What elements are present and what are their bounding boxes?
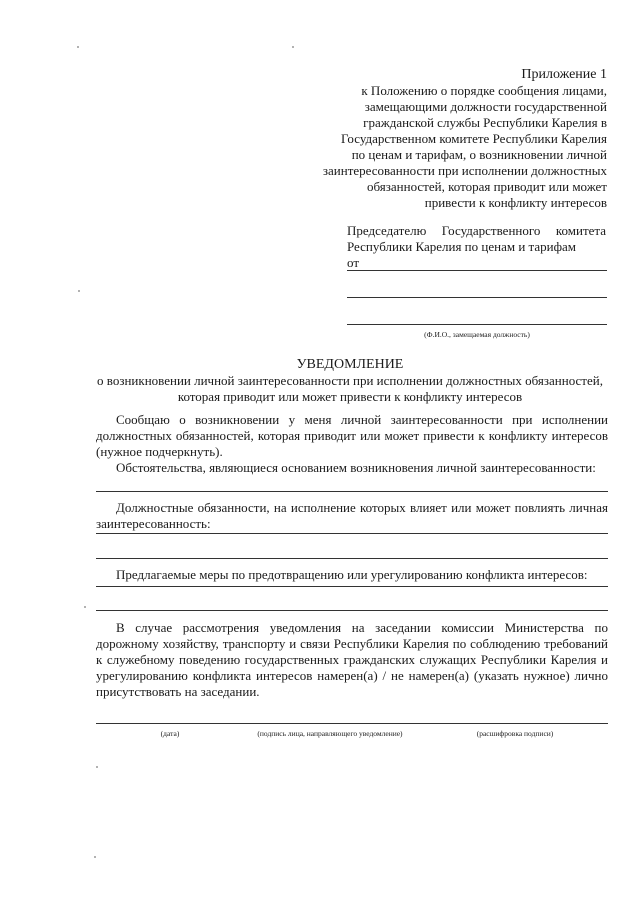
appendix-line: к Положению о порядке сообщения лицами, [361, 83, 607, 98]
paragraph-report: Сообщаю о возникновении у меня личной заинтересованности при исполнении должностных обязанностей, которая приводит или может привести к конфликту интересов (нужное подчеркнуть). [96, 412, 608, 459]
scan-speck [78, 290, 80, 292]
addressee-line-2: Республики Карелия по ценам и тарифам [347, 239, 577, 254]
answer-line [96, 558, 608, 559]
addressee-line-1: Председателю Государственного комитета [347, 223, 606, 238]
appendix-line: гражданской службы Республики Карелия в [363, 115, 607, 130]
paragraph-measures: Предлагаемые меры по предотвращению или урегулированию конфликта интересов: [116, 567, 588, 582]
notice-subtitle: которая приводит или может привести к конфликту интересов [177, 389, 523, 404]
notice-title: УВЕДОМЛЕНИЕ [296, 357, 404, 372]
answer-line [96, 610, 608, 611]
scan-speck [77, 46, 79, 48]
addressee-block [347, 223, 606, 271]
scan-speck [94, 856, 96, 858]
appendix-line: привести к конфликту интересов [424, 195, 607, 210]
addressee-from: от [347, 255, 360, 270]
scan-speck [96, 766, 98, 768]
appendix-title: Приложение 1 [521, 67, 607, 82]
signature-line [96, 723, 608, 724]
from-underline [347, 270, 607, 271]
appendix-line: Государственном комитете Республики Карелия [341, 131, 607, 146]
answer-line [96, 491, 608, 492]
signature-caption: (подпись лица, направляющего уведомление) [257, 729, 403, 738]
answer-line [96, 586, 608, 587]
date-caption: (дата) [160, 729, 180, 738]
scan-speck [84, 606, 86, 608]
signature-decode-caption: (расшифровка подписи) [476, 729, 554, 738]
notice-subtitle: о возникновении личной заинтересованности при исполнении должностных обязанностей, [97, 373, 603, 388]
paragraph-commission: В случае рассмотрения уведомления на заседании комиссии Министерства по дорожному хозяйству, транспорту и связи Республики Карелия по соблюдению требований к служебному поведению государственных гражданских служащих Республики Карелия и урегулированию конфликта интересов намерен(а) / не намерен(а) (указать нужное) лично присутствовать на заседании. [96, 620, 608, 699]
fio-caption: (Ф.И.О., замещаемая должность) [424, 330, 530, 339]
name-field-line [347, 297, 607, 298]
name-field-line [347, 324, 607, 325]
appendix-block [287, 66, 607, 211]
appendix-line: заинтересованности при исполнении должностных [322, 163, 607, 178]
appendix-line: замещающими должности государственной [364, 99, 607, 114]
appendix-line: по ценам и тарифам, о возникновении личной [351, 147, 607, 162]
paragraph-duties: Должностные обязанности, на исполнение которых влияет или может повлиять личная заинтересованность: [96, 500, 608, 531]
answer-line [96, 533, 608, 534]
paragraph-circumstances: Обстоятельства, являющиеся основанием возникновения личной заинтересованности: [116, 460, 596, 475]
scan-speck [292, 46, 294, 48]
appendix-line: обязанностей, которая приводит или может [367, 179, 607, 194]
